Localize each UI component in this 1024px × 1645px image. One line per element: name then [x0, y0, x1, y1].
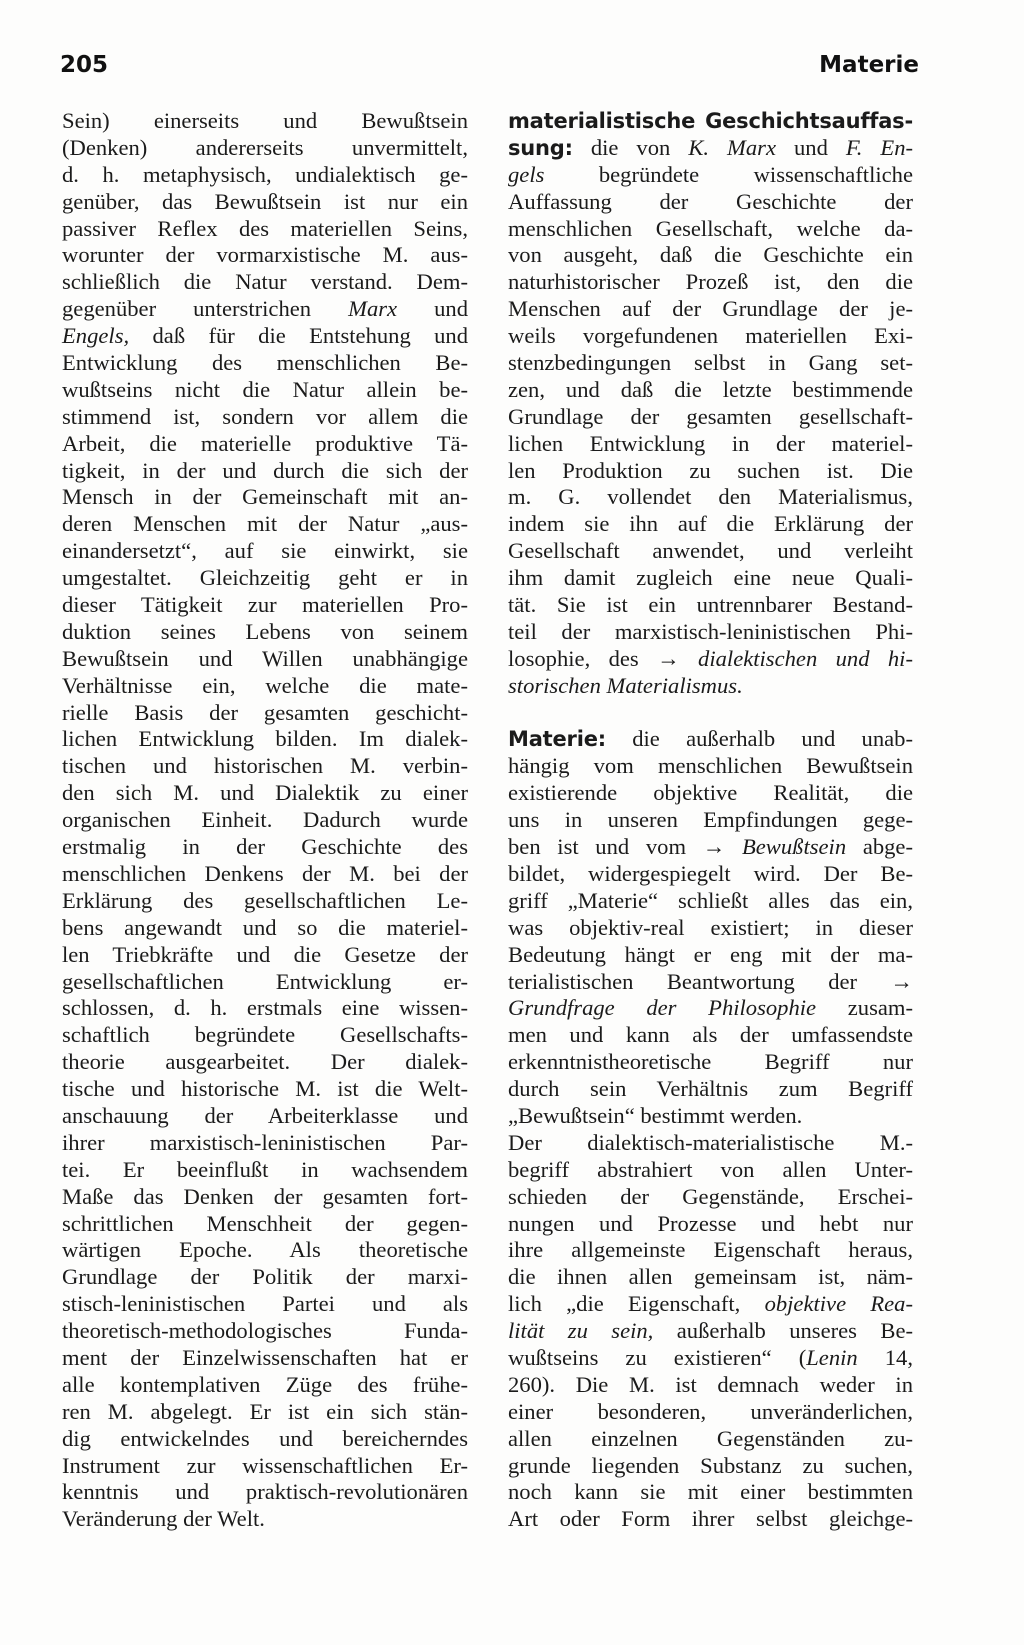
text-line: deren Menschen mit der Natur „aus- [62, 511, 468, 537]
entry-headword: Materie: [508, 727, 606, 752]
text-line: zen, und daß die letzte bestimmende [508, 376, 913, 402]
text-run: losophie, des [508, 645, 639, 671]
text-line: allen einzelnen Gegenständen zu- [508, 1425, 913, 1451]
text-line: hängig vom menschlichen Bewußtsein [508, 753, 913, 779]
text-line: tische und historische M. ist die Welt- [62, 1076, 468, 1102]
text-line: gesellschaftlichen Entwicklung er- [62, 968, 468, 994]
text-line: ihm damit zugleich eine neue Quali- [508, 565, 913, 591]
text-run: die außerhalb und unab- [632, 726, 913, 752]
text-line: stisch-leninistischen Partei und als [62, 1291, 468, 1317]
text-line: worunter der vormarxistische M. aus- [62, 242, 468, 268]
text-line: teil der marxistisch-leninistischen Phi- [508, 618, 913, 644]
text-run: die von [590, 134, 671, 160]
text-line: Art oder Form ihrer selbst gleichge- [508, 1506, 913, 1532]
text-line: passiver Reflex des materiellen Seins, [62, 215, 468, 241]
text-line: bens angewandt und so die materiel- [62, 914, 468, 940]
text-run: wußtseins zu existieren“ ( [508, 1344, 807, 1370]
text-run: und [793, 134, 828, 160]
text-line [508, 995, 913, 1022]
text-line [508, 834, 913, 861]
text-line: durch sein Verhältnis zum Begriff [508, 1076, 913, 1102]
text-line: existierende objektive Realität, die [508, 780, 913, 806]
text-line: die ihnen allen gemeinsam ist, näm- [508, 1264, 913, 1290]
text-line: theoretisch-methodologisches Funda- [62, 1318, 468, 1344]
text-line: noch kann sie mit einer bestimmten [508, 1479, 913, 1505]
text-line: Mensch in der Gemeinschaft mit an- [62, 484, 468, 510]
text-line: erkenntnistheoretische Begriff nur [508, 1049, 913, 1075]
text-line: len Triebkräfte und die Gesetze der [62, 941, 468, 967]
text-line: tei. Er beeinflußt in wachsendem [62, 1156, 468, 1182]
text-line: stenzbedingungen selbst in Gang set- [508, 350, 913, 376]
text-line: m. G. vollendet den Materialismus, [508, 484, 913, 510]
cross-reference: Grundfrage der Philosophie [508, 995, 817, 1021]
text-line: kenntnis und praktisch-revolutionären [62, 1479, 468, 1505]
text-line: Sein) einerseits und Bewußtsein [62, 108, 468, 133]
text-line: men und kann als der umfassendste [508, 1022, 913, 1048]
entry-separator [508, 700, 913, 727]
text-run: abge- [862, 834, 913, 860]
text-run: und [434, 296, 469, 322]
text-line: (Denken) andererseits unvermittelt, [62, 134, 468, 160]
text-line: dig entwickelndes und bereicherndes [62, 1425, 468, 1451]
page-number: 205 [60, 52, 109, 78]
text-line [508, 162, 913, 189]
text-line: Instrument zur wissenschaftlichen Er- [62, 1452, 468, 1478]
text-line: ment der Einzelwissenschaften hat er [62, 1344, 468, 1370]
text-line: alle kontemplativen Züge des frühe- [62, 1371, 468, 1397]
author-ref-engels: Engels, [62, 323, 130, 349]
text-line: Arbeit, die materielle produktive Tä- [62, 430, 468, 456]
text-line: anschauung der Arbeiterklasse und [62, 1102, 468, 1128]
text-line: Entwicklung des menschlichen Be- [62, 350, 468, 376]
text-line: Bewußtsein und Willen unabhängige [62, 645, 468, 671]
text-line: Grundlage der gesamten gesellschaft- [508, 403, 913, 429]
left-column [62, 108, 468, 1533]
text-run: lich „die Eigenschaft, [508, 1291, 741, 1317]
text-line: was objektiv-real existiert; in dieser [508, 914, 913, 940]
text-run: 14, [884, 1344, 913, 1370]
author-ref-marx: Marx [348, 296, 398, 322]
entry-headword-line [508, 108, 913, 135]
text-run: außerhalb unseres Be- [676, 1318, 913, 1344]
text-line: theorie ausgearbeitet. Der dialek- [62, 1049, 468, 1075]
text-line: menschlichen Gesellschaft, welche da- [508, 215, 913, 241]
text-line: begriff abstrahiert von allen Unter- [508, 1156, 913, 1182]
text-line: grunde liegenden Substanz zu suchen, [508, 1452, 913, 1478]
text-line: schieden der Gegenstände, Erschei- [508, 1183, 913, 1209]
text-line: Verhältnisse ein, welche die mate- [62, 672, 468, 698]
text-line: organischen Einheit. Dadurch wurde [62, 807, 468, 833]
text-line: duktion seines Lebens von seinem [62, 618, 468, 644]
text-line [508, 969, 913, 996]
text-line: lichen Entwicklung bilden. Im dialek- [62, 726, 468, 752]
text-line [508, 135, 913, 162]
cross-reference: storischen Materialismus. [508, 672, 743, 698]
text-line: erstmalig in der Geschichte des [62, 834, 468, 860]
text-line: Erklärung des gesellschaftlichen Le- [62, 887, 468, 913]
text-line: ren M. abgelegt. Er ist ein sich stän- [62, 1398, 468, 1424]
text-line [508, 726, 913, 753]
emphasis: objektive Rea- [764, 1291, 913, 1317]
author-ref-engels: gels [508, 161, 545, 187]
cross-reference: → dialektischen und hi- [657, 645, 913, 671]
text-line: wußtseins nicht die Natur allein be- [62, 376, 468, 402]
text-run: terialistischen Beantwortung der [508, 968, 858, 994]
text-line: Veränderung der Welt. [62, 1506, 265, 1532]
text-line [508, 646, 913, 673]
running-head: Materie [819, 52, 919, 78]
text-line: von ausgeht, daß die Geschichte ein [508, 242, 913, 268]
text-line: Grundlage der Politik der marxi- [62, 1264, 468, 1290]
author-ref-lenin: Lenin [806, 1344, 858, 1370]
text-run: gegenüber unterstrichen [62, 296, 312, 322]
text-line: d. h. metaphysisch, undialektisch ge- [62, 161, 468, 187]
text-line: ihre allgemeinste Eigenschaft heraus, [508, 1237, 913, 1263]
text-line: uns in unseren Empfindungen gege- [508, 807, 913, 833]
text-run: ben ist und vom [508, 834, 687, 860]
text-line: tigkeit, in der und durch die sich der [62, 457, 468, 483]
text-line: rielle Basis der gesamten geschicht- [62, 699, 468, 725]
text-line [508, 1318, 913, 1345]
text-line: „Bewußtsein“ bestimmt werden. [508, 1102, 803, 1128]
text-run: zusam- [847, 995, 913, 1021]
text-run: begründete wissenschaftliche [598, 161, 913, 187]
text-line: schließlich die Natur verstand. Dem- [62, 269, 468, 295]
text-line: Der dialektisch-materialistische M.- [508, 1129, 913, 1155]
text-line: nungen und Prozesse und hebt nur [508, 1210, 913, 1236]
text-line: den sich M. und Dialektik zu einer [62, 780, 468, 806]
text-line: Gesellschaft anwendet, und verleiht [508, 538, 913, 564]
text-line: indem sie ihn auf die Erklärung der [508, 511, 913, 537]
text-line: umgestaltet. Gleichzeitig geht er in [62, 565, 468, 591]
cross-reference: → Bewußtsein [702, 834, 847, 860]
text-line: Maße das Denken der gesamten fort- [62, 1183, 468, 1209]
text-line: 260). Die M. ist demnach weder in [508, 1371, 913, 1397]
text-line: lichen Entwicklung in der materiel- [508, 430, 913, 456]
text-line: wärtigen Epoche. Als theoretische [62, 1237, 468, 1263]
text-line: einandersetzt“, auf sie einwirkt, sie [62, 538, 468, 564]
entry-headword: materialistische Geschichtsauffas- [508, 109, 913, 133]
text-line: schrittlichen Menschheit der gegen- [62, 1210, 468, 1236]
text-line: einer besonderen, unveränderlichen, [508, 1398, 913, 1424]
text-line: bildet, widergespiegelt wird. Der Be- [508, 860, 913, 886]
text-run: daß für die Entstehung und [152, 323, 468, 349]
right-column [508, 108, 913, 1533]
text-line: weils vorgefundenen materiellen Exi- [508, 323, 913, 349]
text-line: tät. Sie ist ein untrennbarer Bestand- [508, 592, 913, 618]
text-line: menschlichen Denkens der M. bei der [62, 860, 468, 886]
text-line [508, 673, 913, 700]
entry-headword: sung: [508, 135, 573, 160]
text-line: tischen und historischen M. verbin- [62, 753, 468, 779]
text-line: naturhistorischer Prozeß ist, den die [508, 269, 913, 295]
text-line: schlossen, d. h. erstmals eine wissen- [62, 995, 468, 1021]
author-ref-marx: K. Marx [688, 134, 776, 160]
text-line: ihrer marxistisch-leninistischen Par- [62, 1129, 468, 1155]
author-ref-engels: F. En- [845, 134, 914, 160]
text-line: genüber, das Bewußtsein ist nur ein [62, 188, 468, 214]
text-line [508, 1345, 913, 1372]
cross-reference-arrow: → [890, 968, 913, 994]
text-line [62, 323, 468, 350]
emphasis: lität zu sein, [508, 1318, 654, 1344]
text-line [62, 296, 468, 323]
text-line: dieser Tätigkeit zur materiellen Pro- [62, 592, 468, 618]
text-line: Menschen auf der Grundlage der je- [508, 296, 913, 322]
text-line: schaftlich begründete Gesellschafts- [62, 1022, 468, 1048]
text-line [508, 1291, 913, 1318]
text-line: len Produktion zu suchen ist. Die [508, 457, 913, 483]
text-line: griff „Materie“ schließt alles das ein, [508, 887, 913, 913]
text-line: Auffassung der Geschichte der [508, 188, 913, 214]
text-line: stimmend ist, sondern vor allem die [62, 403, 468, 429]
text-line: Bedeutung hängt er eng mit der ma- [508, 941, 913, 967]
